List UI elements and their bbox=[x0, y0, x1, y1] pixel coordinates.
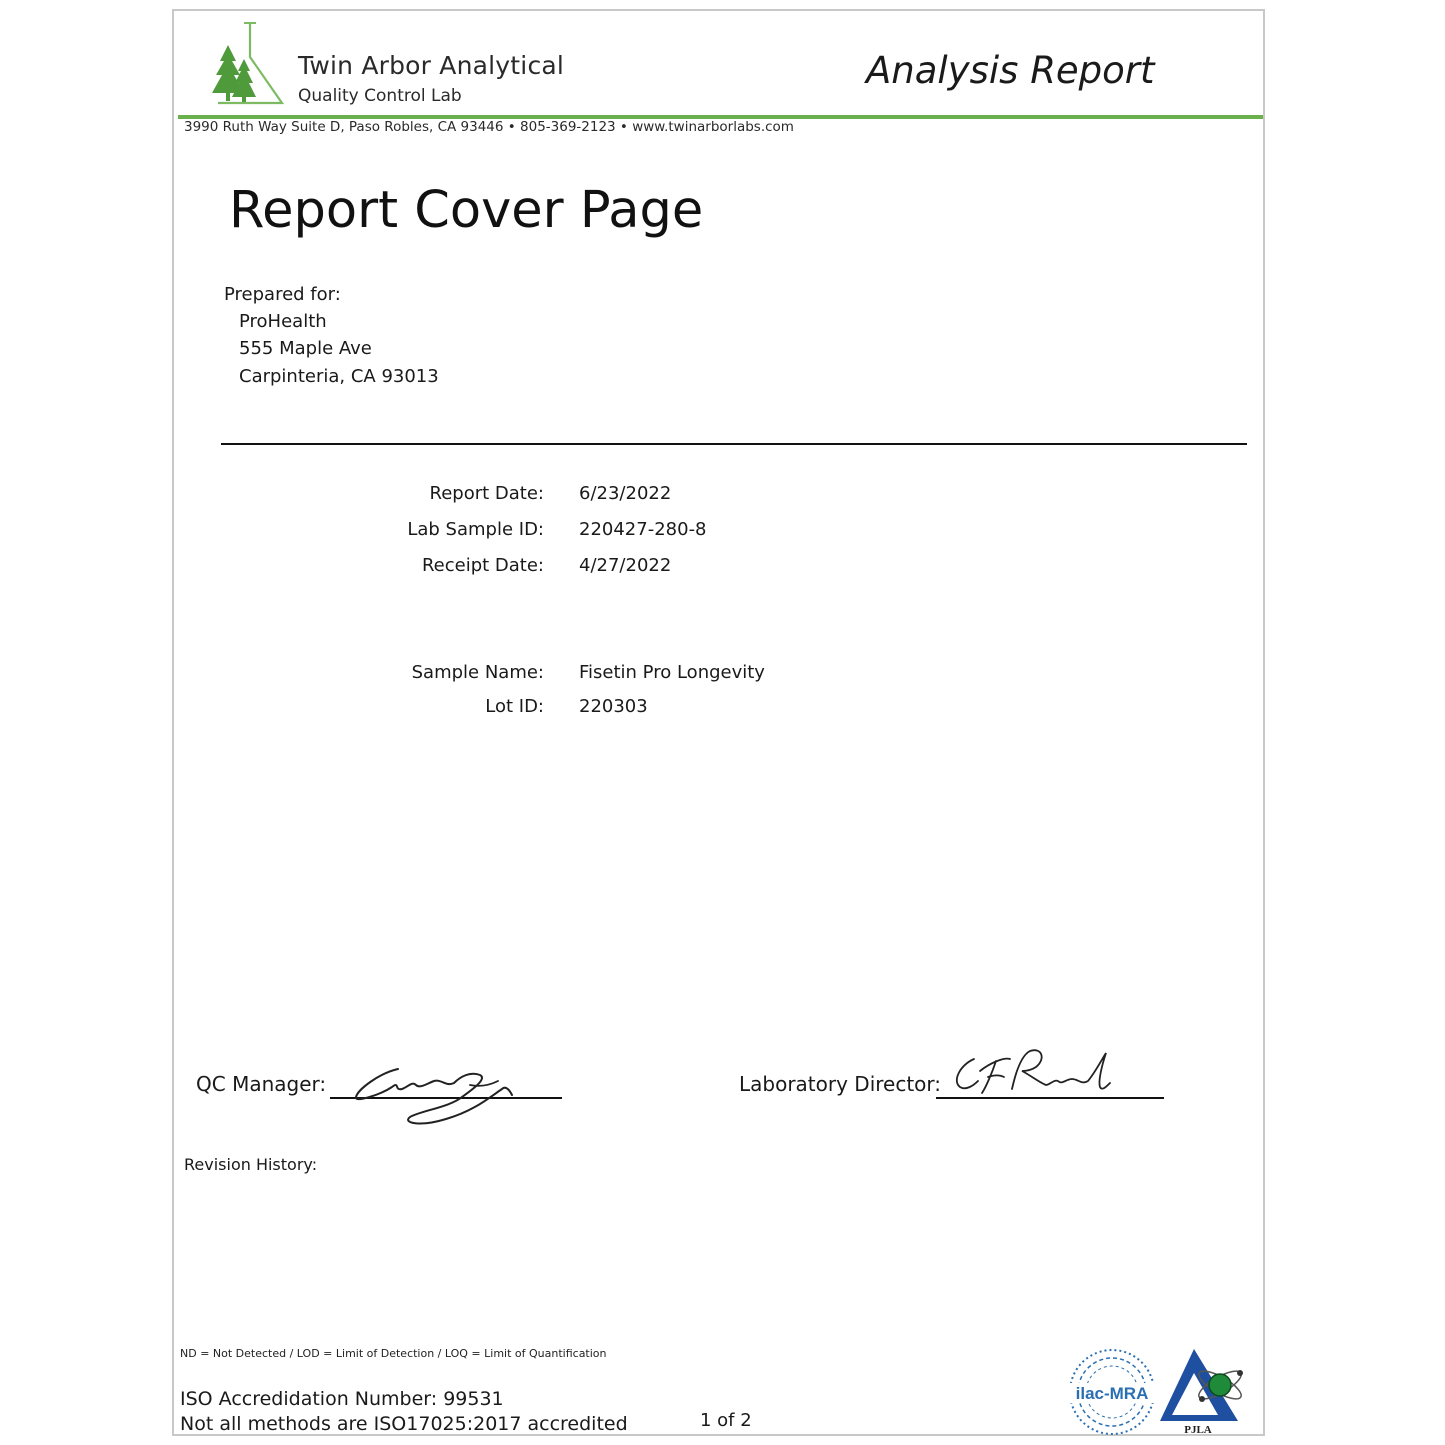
lab-sample-id-value: 220427-280-8 bbox=[579, 519, 707, 540]
company-name: Twin Arbor Analytical bbox=[298, 51, 565, 80]
ilac-mra-text: ilac-MRA bbox=[1075, 1384, 1149, 1403]
receipt-date-label: Receipt Date: bbox=[421, 555, 544, 576]
iso-accreditation-note: Not all methods are ISO17025:2017 accredited bbox=[180, 1413, 628, 1435]
page-number: 1 of 2 bbox=[700, 1410, 752, 1431]
client-city: Carpinteria, CA 93013 bbox=[239, 366, 439, 387]
company-subtitle: Quality Control Lab bbox=[298, 86, 462, 106]
iso-accreditation-number: ISO Accredidation Number: 99531 bbox=[180, 1388, 504, 1410]
report-type-heading: Analysis Report bbox=[866, 49, 1155, 92]
page-title: Report Cover Page bbox=[229, 181, 704, 240]
flask-with-trees-icon bbox=[204, 17, 288, 107]
qc-manager-signature bbox=[350, 1051, 530, 1131]
sample-name-label: Sample Name: bbox=[411, 662, 544, 683]
revision-history-label: Revision History: bbox=[184, 1155, 318, 1174]
report-date-value: 6/23/2022 bbox=[579, 483, 672, 504]
section-divider bbox=[221, 443, 1247, 445]
sample-name-value: Fisetin Pro Longevity bbox=[579, 662, 765, 683]
ilac-mra-seal-icon bbox=[1064, 1347, 1160, 1437]
laboratory-director-label: Laboratory Director: bbox=[739, 1072, 942, 1096]
lot-id-value: 220303 bbox=[579, 696, 648, 717]
client-street: 555 Maple Ave bbox=[239, 338, 372, 359]
receipt-date-value: 4/27/2022 bbox=[579, 555, 672, 576]
qc-manager-label: QC Manager: bbox=[196, 1072, 327, 1096]
laboratory-director-signature bbox=[950, 1041, 1140, 1101]
abbreviations-legend: ND = Not Detected / LOD = Limit of Detection / LOQ = Limit of Quantification bbox=[180, 1347, 607, 1360]
lab-sample-id-label: Lab Sample ID: bbox=[407, 519, 544, 540]
pjla-triangle-atom-icon bbox=[1158, 1343, 1250, 1435]
pjla-text: PJLA bbox=[1184, 1424, 1212, 1435]
lot-id-label: Lot ID: bbox=[485, 696, 544, 717]
lab-address: 3990 Ruth Way Suite D, Paso Robles, CA 93446 • 805-369-2123 • www.twinarborlabs.com bbox=[184, 119, 794, 135]
report-page bbox=[172, 9, 1265, 1436]
prepared-for-label: Prepared for: bbox=[224, 284, 341, 305]
client-name: ProHealth bbox=[239, 311, 327, 332]
report-date-label: Report Date: bbox=[429, 483, 544, 504]
